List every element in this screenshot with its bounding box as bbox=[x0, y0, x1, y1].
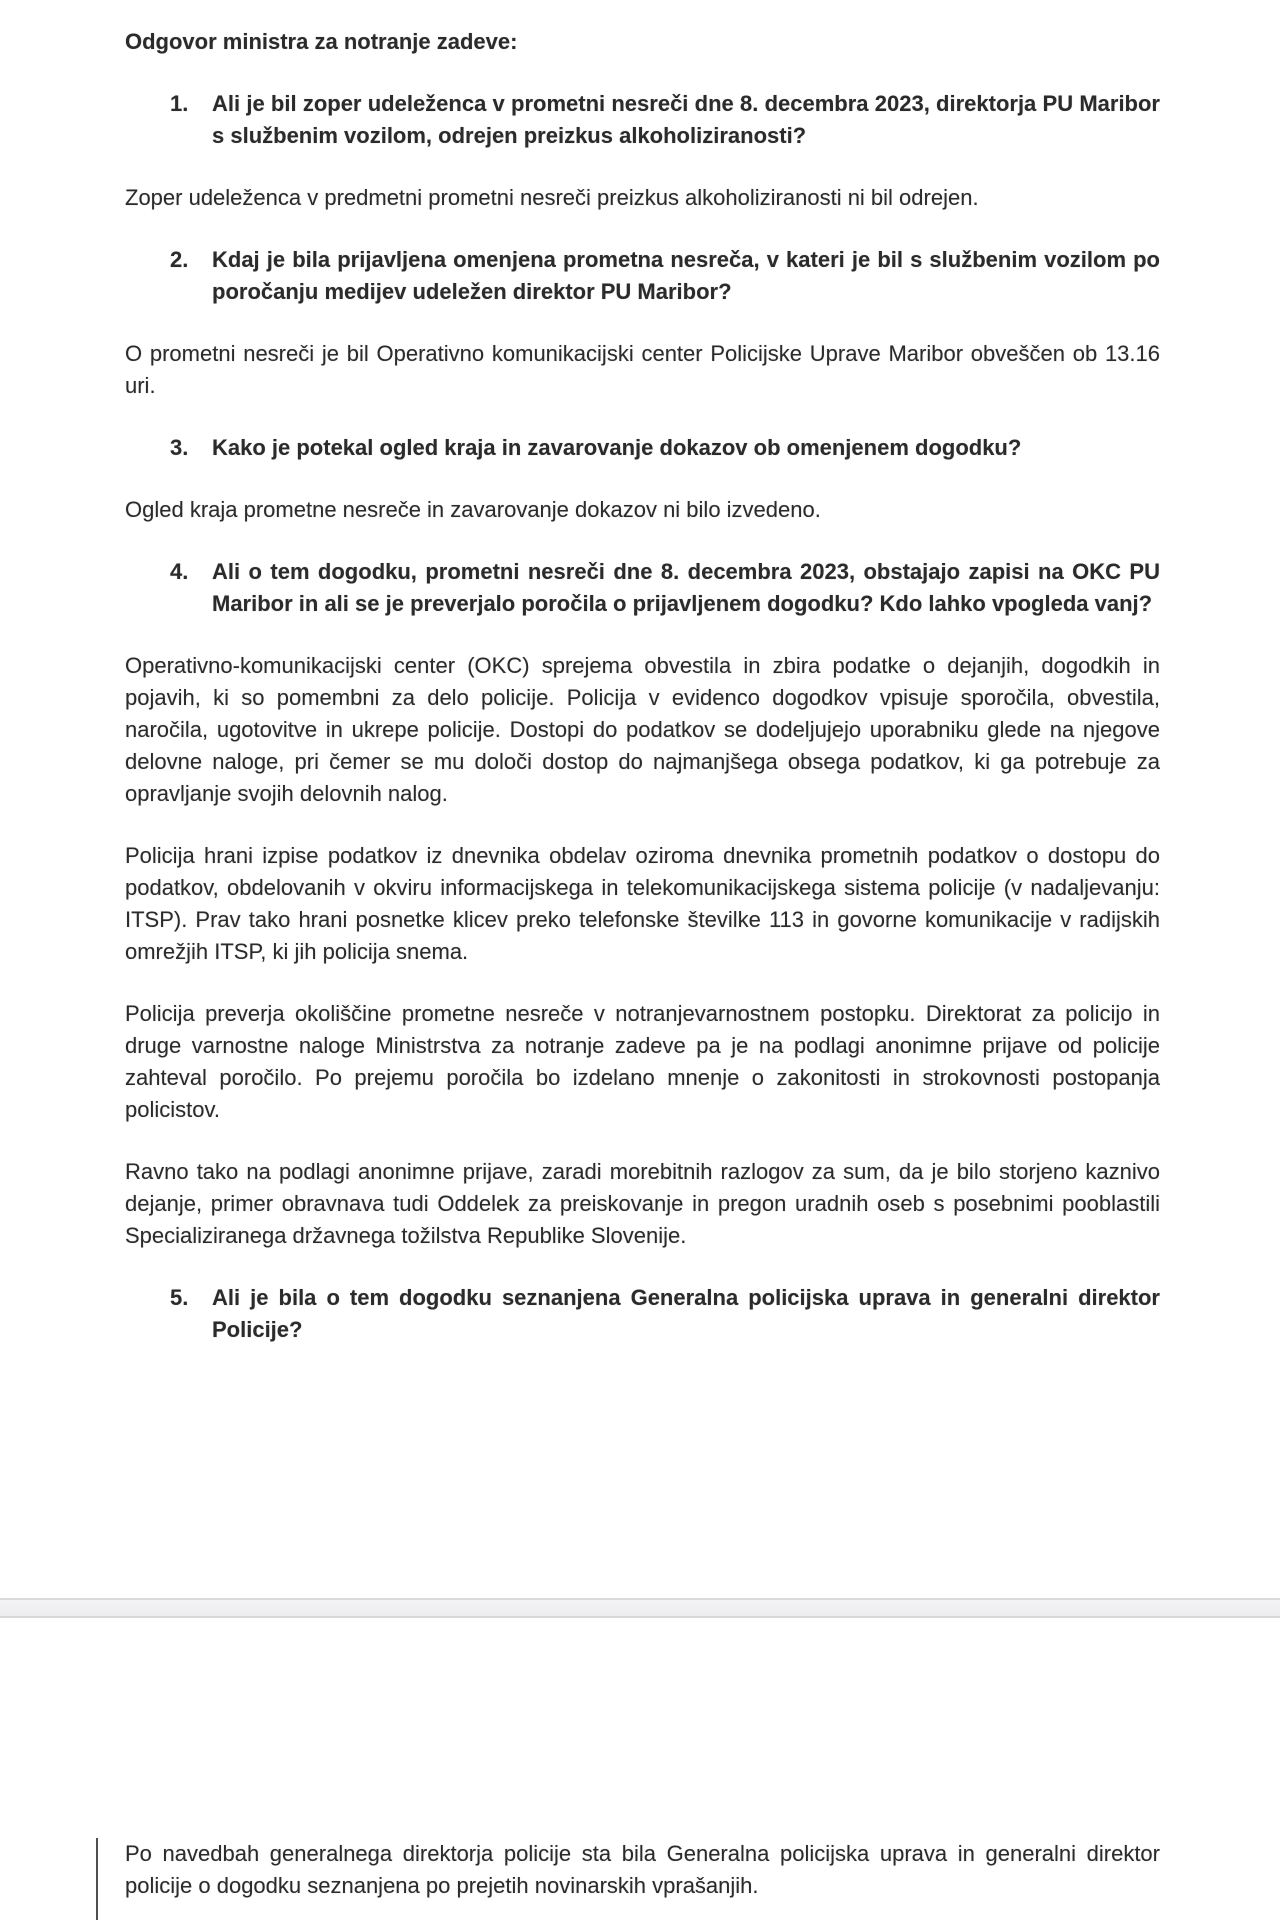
answer-4-paragraph-2: Policija hrani izpise podatkov iz dnevnika obdelav oziroma dnevnika prometnih podatkov o dostopu do podatkov, obdelovanih v okviru informacijskega in telekomunikacijskega sistema policije (v nadaljevanju: ITSP). Prav tako hrani posnetke klicev preko telefonske številke 113 in govorne komunikacije v radijskih omrežjih ITSP, ki jih policija snema. bbox=[125, 843, 1160, 964]
answer-paragraph-3: Ogled kraja prometne nesreče in zavarovanje dokazov ni bilo izvedeno. bbox=[125, 497, 821, 522]
blank-area bbox=[125, 1618, 1160, 1838]
answer-paragraph-2: O prometni nesreči je bil Operativno komunikacijski center Policijske Uprave Maribor obveščen ob 13.16 uri. bbox=[125, 341, 1160, 398]
answer-4-paragraph-1: Operativno-komunikacijski center (OKC) sprejema obvestila in zbira podatke o dejanjih, dogodkih in pojavih, ki so pomembni za delo policije. Policija v evidenco dogodkov vpisuje sporočila, obvestila, naročila, ugotovitve in ukrepe policije. Dostopi do podatkov se dodeljujejo uporabniku glede na njegove delovne naloge, pri čemer se mu določi dostop do najmanjšega obsega podatkov, ki ga potrebuje za opravljanje svojih delovnih nalog. bbox=[125, 653, 1160, 806]
question-text: Kdaj je bila prijavljena omenjena prometna nesreča, v kateri je bil s službenim vozilom po poročanju medijev udeležen direktor PU Maribor? bbox=[212, 247, 1160, 304]
answer-paragraph-1: Zoper udeleženca v predmetni prometni nesreči preizkus alkoholiziranosti ni bil odrejen. bbox=[125, 185, 979, 210]
question-number: 1. bbox=[170, 91, 189, 116]
question-item-5 bbox=[125, 1282, 1160, 1346]
document-heading: Odgovor ministra za notranje zadeve: bbox=[125, 29, 518, 54]
question-item-4 bbox=[125, 556, 1160, 620]
blank-area bbox=[125, 1376, 1160, 1598]
answer-4-paragraph-4: Ravno tako na podlagi anonimne prijave, zaradi morebitnih razlogov za sum, da je bilo storjeno kaznivo dejanje, primer obravnava tudi Oddelek za preiskovanje in pregon uradnih oseb s posebnimi pooblastili Specializiranega državnega tožilstva Republike Slovenije. bbox=[125, 1159, 1160, 1248]
question-item-2 bbox=[125, 244, 1160, 308]
question-number: 5. bbox=[170, 1285, 189, 1310]
question-item-1 bbox=[125, 88, 1160, 152]
question-text: Ali je bil zoper udeleženca v prometni nesreči dne 8. decembra 2023, direktorja PU Maribor s službenim vozilom, odrejen preizkus alkoholiziranosti? bbox=[212, 91, 1160, 148]
page-break-divider bbox=[0, 1598, 1280, 1618]
question-text: Kako je potekal ogled kraja in zavarovanje dokazov ob omenjenem dogodku? bbox=[212, 435, 1022, 460]
question-number: 3. bbox=[170, 435, 189, 460]
question-number: 4. bbox=[170, 559, 189, 584]
question-item-3 bbox=[125, 432, 1160, 464]
answer-paragraph-5: Po navedbah generalnega direktorja policije sta bila Generalna policijska uprava in generalni direktor policije o dogodku seznanjena po prejetih novinarskih vprašanjih. bbox=[125, 1841, 1160, 1898]
question-number: 2. bbox=[170, 247, 189, 272]
question-text: Ali je bila o tem dogodku seznanjena Generalna policijska uprava in generalni direktor Policije? bbox=[212, 1285, 1160, 1342]
page-edge-line bbox=[96, 1838, 98, 1920]
question-text: Ali o tem dogodku, prometni nesreči dne 8. decembra 2023, obstajajo zapisi na OKC PU Maribor in ali se je preverjalo poročila o prijavljenem dogodku? Kdo lahko vpogleda vanj? bbox=[212, 559, 1160, 616]
answer-4-paragraph-3: Policija preverja okoliščine prometne nesreče v notranjevarnostnem postopku. Direktorat za policijo in druge varnostne naloge Ministrstva za notranje zadeve pa je na podlagi anonimne prijave od policije zahteval poročilo. Po prejemu poročila bo izdelano mnenje o zakonitosti in strokovnosti postopanja policistov. bbox=[125, 1001, 1160, 1122]
